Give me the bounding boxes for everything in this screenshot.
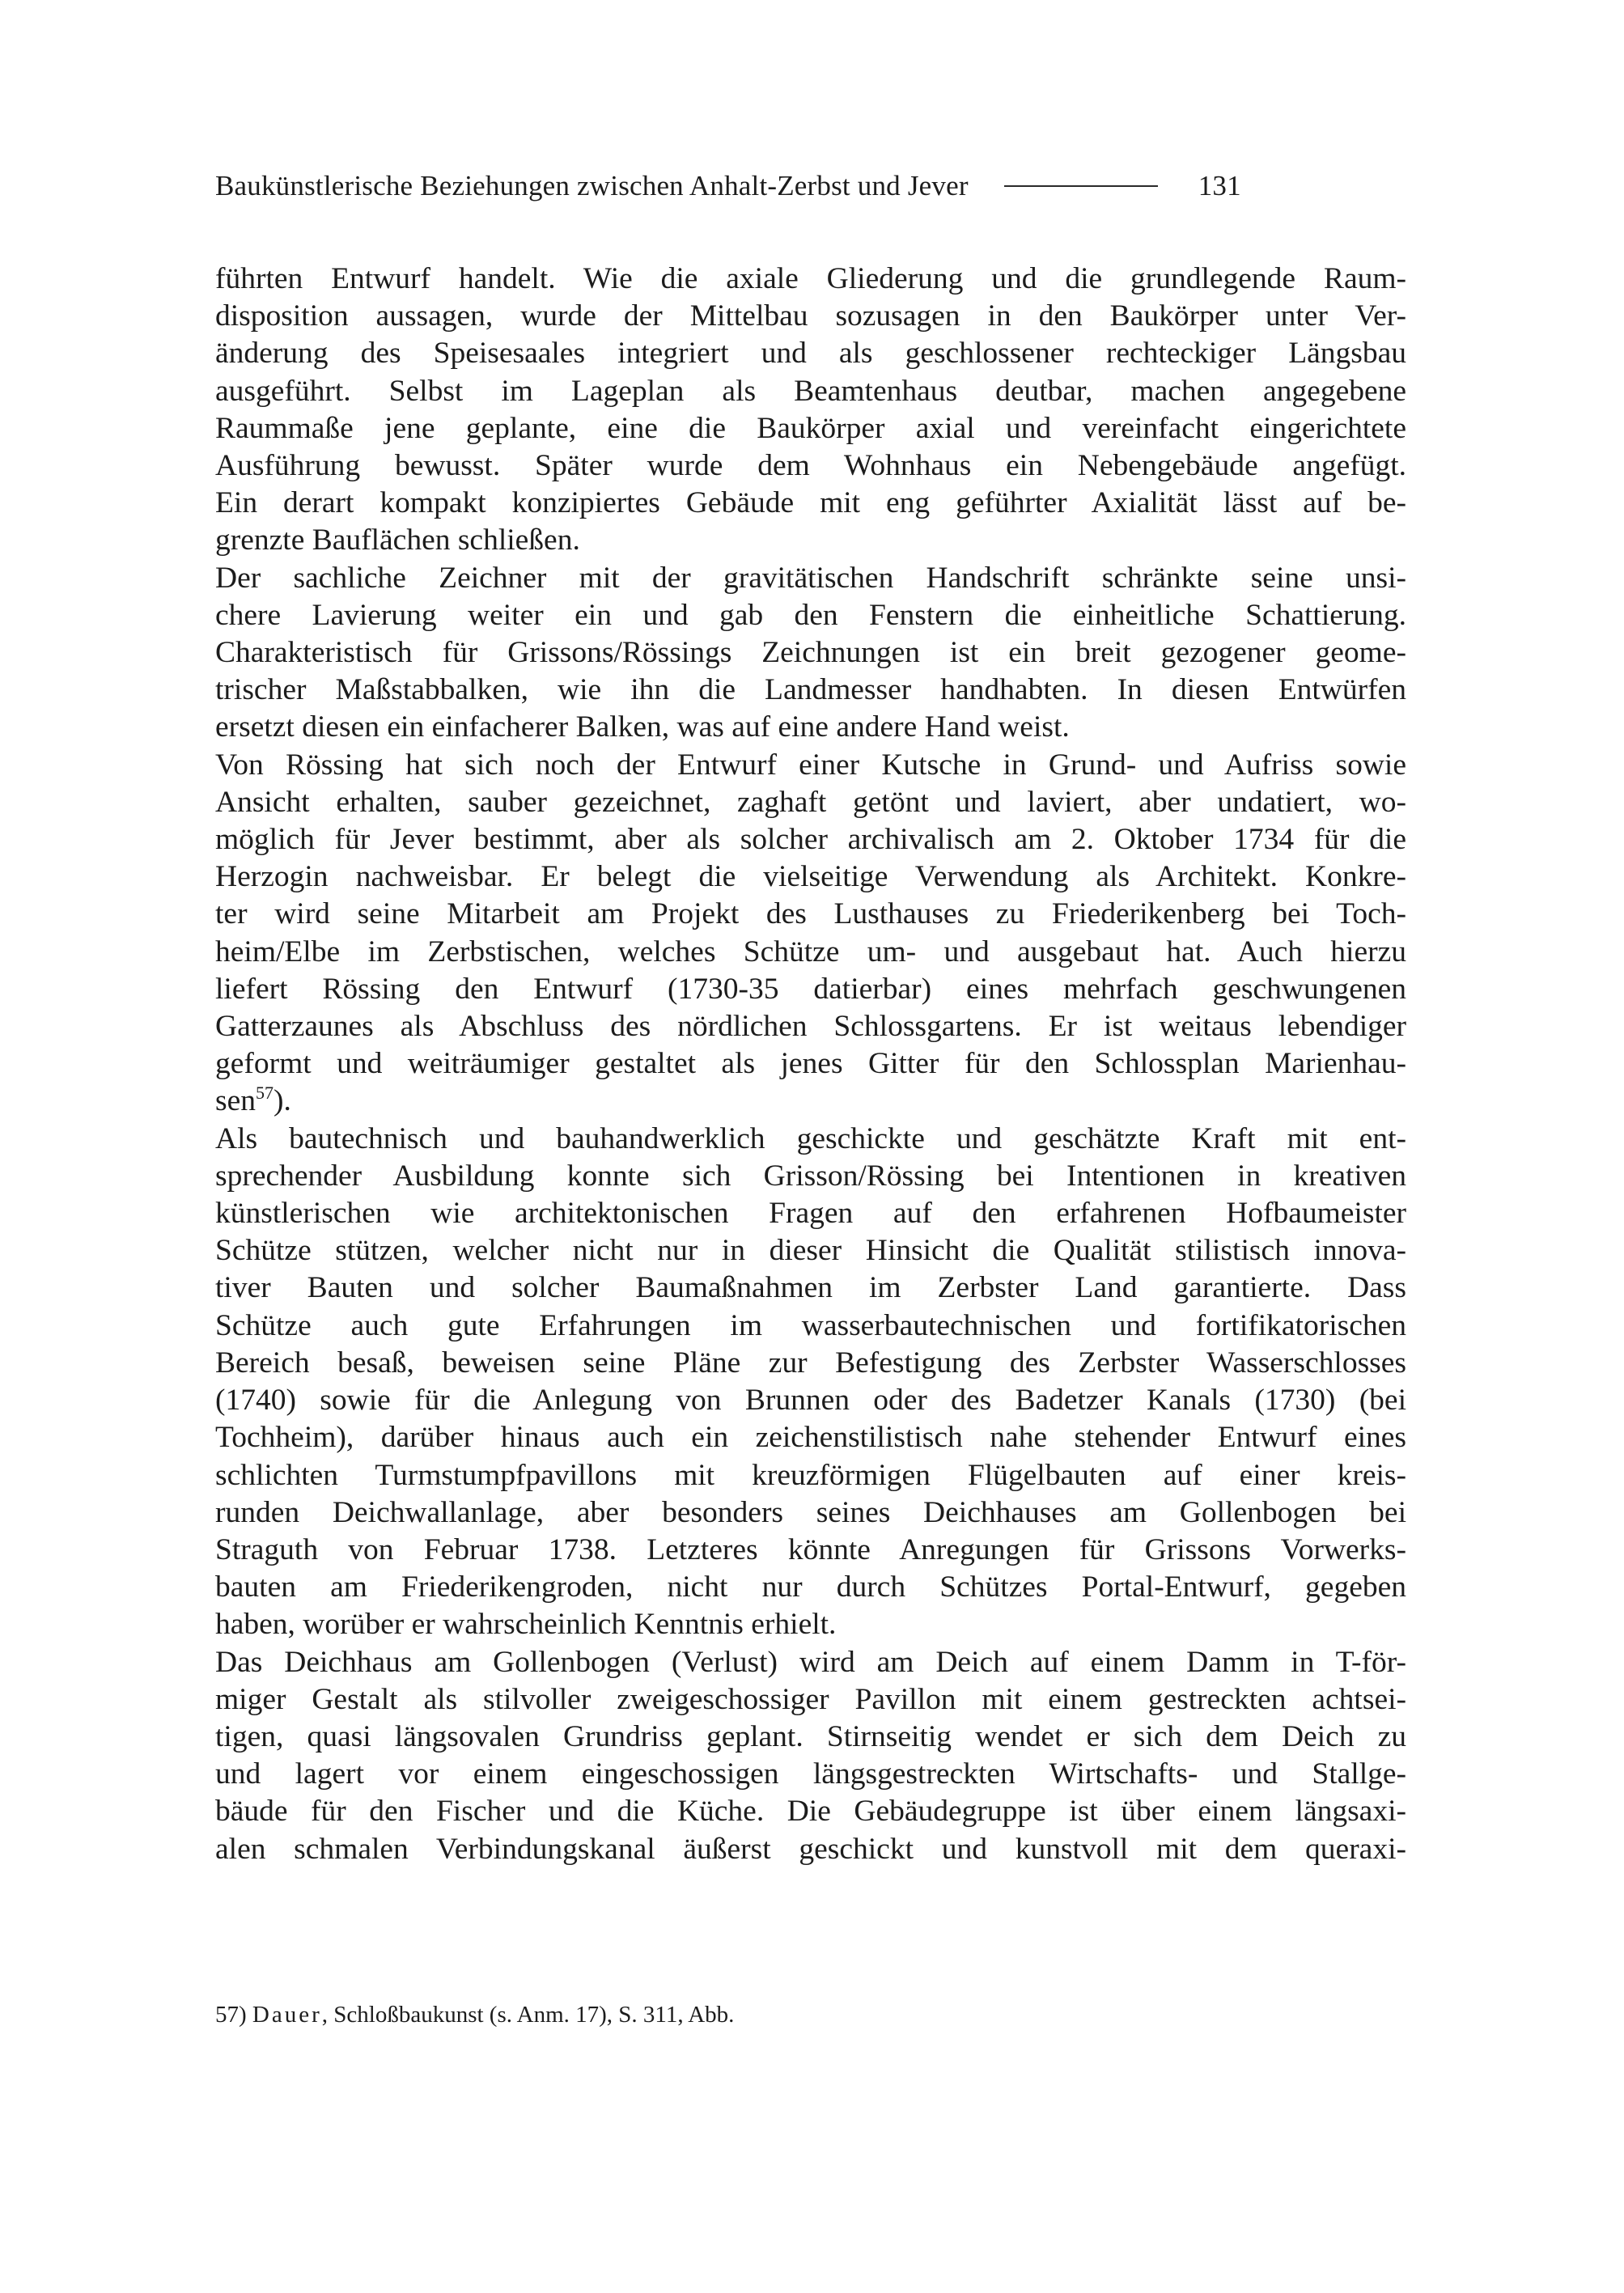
text-line: bauten am Friederikengroden, nicht nur durch Schützes Portal-Entwurf, gegeben bbox=[215, 1570, 1406, 1604]
text-line: miger Gestalt als stilvoller zweigeschossiger Pavillon mit einem gestreckten achtsei- bbox=[215, 1682, 1406, 1716]
text-line: Ein derart kompakt konzipiertes Gebäude mit eng geführter Axialität lässt auf be- bbox=[215, 486, 1406, 520]
page-number: 131 bbox=[1198, 170, 1241, 201]
header-rule bbox=[1004, 185, 1158, 187]
text-line: tiver Bauten und solcher Baumaßnahmen im Zerbster Land garantierte. Dass bbox=[215, 1271, 1406, 1305]
text-line: Ansicht erhalten, sauber gezeichnet, zaghaft getönt und laviert, aber undatiert, wo- bbox=[215, 785, 1406, 819]
running-header bbox=[215, 166, 1406, 206]
footnote-text: , Schloßbaukunst (s. Anm. 17), S. 311, Abb. bbox=[321, 2002, 735, 2028]
text-line: liefert Rössing den Entwurf (1730-35 datierbar) eines mehrfach geschwungenen bbox=[215, 972, 1406, 1006]
text-line: Tochheim), darüber hinaus auch ein zeichenstilistisch nahe stehender Entwurf eines bbox=[215, 1421, 1406, 1455]
text-line: Charakteristisch für Grissons/Rössings Zeichnungen ist ein breit gezogener geome- bbox=[215, 636, 1406, 670]
paragraph-2 bbox=[215, 560, 1406, 747]
text-line: heim/Elbe im Zerbstischen, welches Schütze um- und ausgebaut hat. Auch hierzu bbox=[215, 935, 1406, 968]
text-line: ersetzt diesen ein einfacherer Balken, was auf eine andere Hand weist. bbox=[215, 710, 1070, 744]
text-line: ter wird seine Mitarbeit am Projekt des Lusthauses zu Friederikenberg bei Toch- bbox=[215, 897, 1406, 931]
text-line: führten Entwurf handelt. Wie die axiale Gliederung und die grundlegende Raum- bbox=[215, 262, 1406, 295]
text-line: haben, worüber er wahrscheinlich Kenntnis erhielt. bbox=[215, 1608, 837, 1642]
text-line: Der sachliche Zeichner mit der gravitätischen Handschrift schränkte seine unsi- bbox=[215, 561, 1406, 595]
text-line: Ausführung bewusst. Später wurde dem Wohnhaus ein Nebengebäude angefügt. bbox=[215, 449, 1406, 483]
text-line-with-footnote-ref bbox=[215, 1083, 1406, 1120]
text-line: änderung des Speisesaales integriert und als geschlossener rechteckiger Längsbau bbox=[215, 337, 1406, 371]
footnote-author: Dauer bbox=[252, 2002, 322, 2028]
text-line: Schütze auch gute Erfahrungen im wasserbautechnischen und fortifikatorischen bbox=[215, 1308, 1406, 1342]
paragraph-1 bbox=[215, 261, 1406, 560]
text-line: möglich für Jever bestimmt, aber als solcher archivalisch am 2. Oktober 1734 für die bbox=[215, 823, 1406, 857]
text-line: trischer Maßstabbalken, wie ihn die Landmesser handhabten. In diesen Entwürfen bbox=[215, 673, 1406, 707]
text-line: geformt und weiträumiger gestaltet als jenes Gitter für den Schlossplan Marienhau- bbox=[215, 1047, 1406, 1081]
text-line: Von Rössing hat sich noch der Entwurf einer Kutsche in Grund- und Aufriss sowie bbox=[215, 748, 1406, 782]
text-line: Raummaße jene geplante, eine die Baukörper axial und vereinfacht eingerichtete bbox=[215, 411, 1406, 445]
text-line: (1740) sowie für die Anlegung von Brunnen oder des Badetzer Kanals (1730) (bei bbox=[215, 1384, 1406, 1418]
header-title: Baukünstlerische Beziehungen zwischen Anhalt-Zerbst und Jever bbox=[215, 170, 969, 201]
text-line: Das Deichhaus am Gollenbogen (Verlust) wird am Deich auf einem Damm in T-för- bbox=[215, 1645, 1406, 1679]
text-line: Straguth von Februar 1738. Letzteres könnte Anregungen für Grissons Vorwerks- bbox=[215, 1532, 1406, 1566]
footnote-ref-marker[interactable]: 57 bbox=[256, 1083, 273, 1104]
text-line: Gatterzaunes als Abschluss des nördlichen Schlossgartens. Er ist weitaus lebendiger bbox=[215, 1010, 1406, 1044]
text-line: Herzogin nachweisbar. Er belegt die vielseitige Verwendung als Architekt. Konkre- bbox=[215, 860, 1406, 894]
text-line: bäude für den Fischer und die Küche. Die Gebäudegruppe ist über einem längsaxi- bbox=[215, 1795, 1406, 1829]
text-line: disposition aussagen, wurde der Mittelbau sozusagen in den Baukörper unter Ver- bbox=[215, 299, 1406, 333]
paragraph-5 bbox=[215, 1644, 1406, 1868]
footnote-ref-tail: ). bbox=[273, 1084, 291, 1118]
body-text bbox=[215, 261, 1406, 1868]
text-line: Bereich besaß, beweisen seine Pläne zur Befestigung des Zerbster Wasserschlosses bbox=[215, 1346, 1406, 1380]
text-line: ausgeführt. Selbst im Lageplan als Beamtenhaus deutbar, machen angegebene bbox=[215, 374, 1406, 408]
footnote-ref-word: sen bbox=[215, 1084, 256, 1118]
text-line: alen schmalen Verbindungskanal äußerst geschickt und kunstvoll mit dem queraxi- bbox=[215, 1832, 1406, 1866]
text-line: und lagert vor einem eingeschossigen längsgestreckten Wirtschafts- und Stallge- bbox=[215, 1757, 1406, 1791]
paragraph-4 bbox=[215, 1121, 1406, 1644]
text-line: chere Lavierung weiter ein und gab den Fenstern die einheitliche Schattierung. bbox=[215, 598, 1406, 632]
text-line: Schütze stützen, welcher nicht nur in dieser Hinsicht die Qualität stilistisch innova- bbox=[215, 1234, 1406, 1268]
text-line: tigen, quasi längsovalen Grundriss geplant. Stirnseitig wendet er sich dem Deich zu bbox=[215, 1719, 1406, 1753]
footnote-number: 57) bbox=[215, 2002, 247, 2028]
footnote bbox=[215, 1998, 1406, 2031]
text-line: schlichten Turmstumpfpavillons mit kreuzförmigen Flügelbauten auf einer kreis- bbox=[215, 1458, 1406, 1492]
text-line: runden Deichwallanlage, aber besonders seines Deichhauses am Gollenbogen bei bbox=[215, 1495, 1406, 1529]
paragraph-3 bbox=[215, 747, 1406, 1121]
text-line: sprechender Ausbildung konnte sich Grisson/Rössing bei Intentionen in kreativen bbox=[215, 1159, 1406, 1193]
text-line: Als bautechnisch und bauhandwerklich geschickte und geschätzte Kraft mit ent- bbox=[215, 1121, 1406, 1155]
text-line: künstlerischen wie architektonischen Fragen auf den erfahrenen Hofbaumeister bbox=[215, 1197, 1406, 1231]
text-line: grenzte Bauflächen schließen. bbox=[215, 523, 580, 557]
